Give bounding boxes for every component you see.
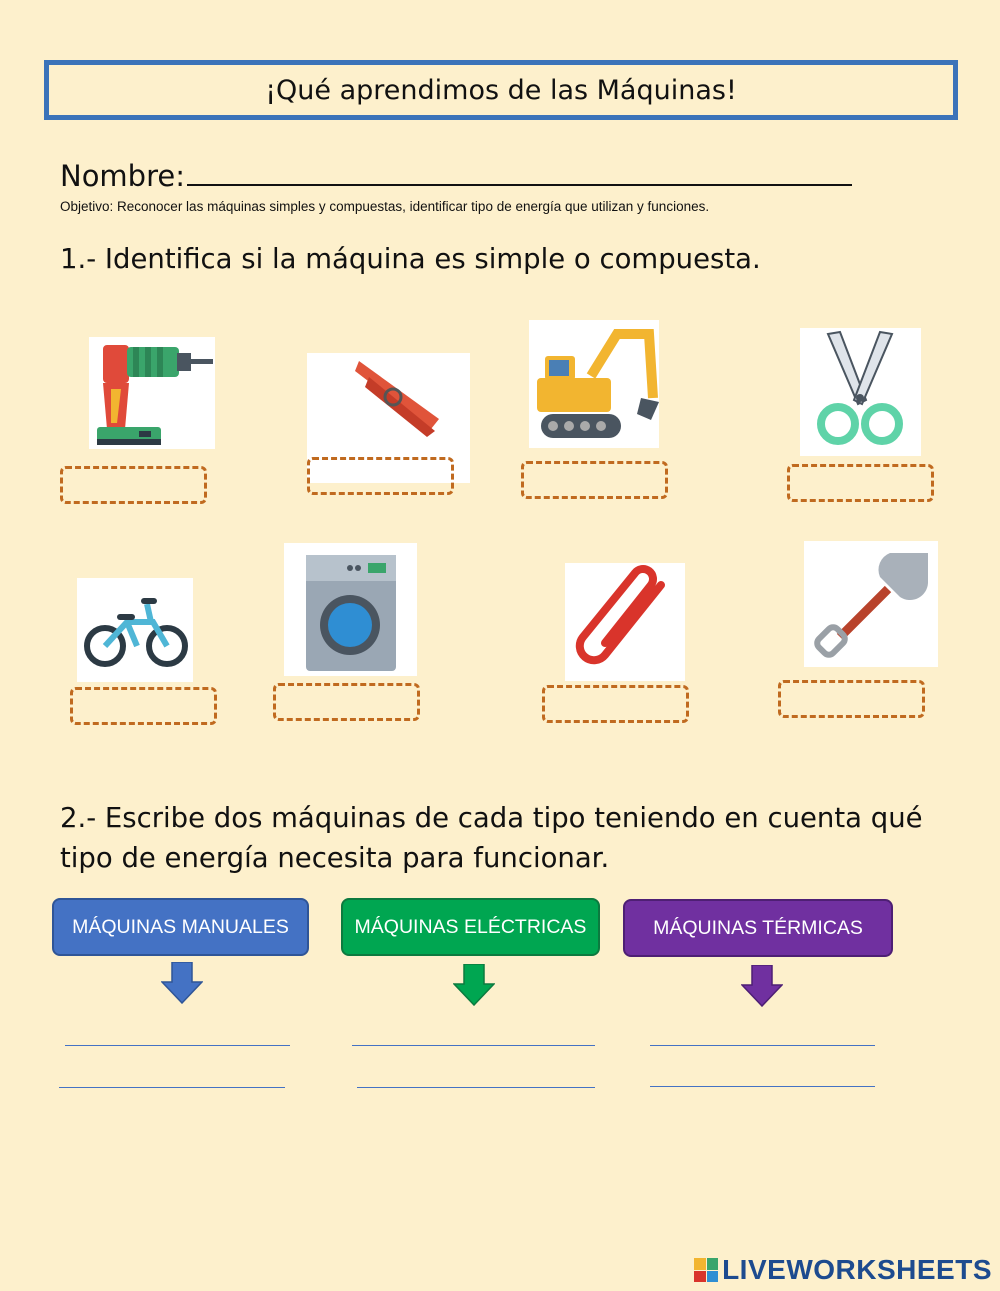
arrow-down-icon xyxy=(453,964,495,1006)
drill-icon xyxy=(89,337,215,449)
answer-line-manuales-2[interactable] xyxy=(59,1087,285,1088)
answer-line-termicas-1[interactable] xyxy=(650,1045,875,1046)
answer-line-electricas-1[interactable] xyxy=(352,1045,595,1046)
question-2-line-1: 2.- Escribe dos máquinas de cada tipo teniendo en cuenta qué xyxy=(60,802,923,834)
category-manuales xyxy=(52,898,309,956)
answer-box-scissors[interactable] xyxy=(787,464,934,502)
question-2 xyxy=(60,798,940,878)
answer-line-termicas-2[interactable] xyxy=(650,1086,875,1087)
name-row xyxy=(60,156,852,193)
name-label: Nombre: xyxy=(60,159,185,193)
answer-box-clothespin[interactable] xyxy=(307,457,454,495)
category-electricas xyxy=(341,898,600,956)
bicycle-icon xyxy=(77,578,193,682)
answer-box-paperclip[interactable] xyxy=(542,685,689,723)
answer-box-drill[interactable] xyxy=(60,466,207,504)
excavator-icon xyxy=(529,320,659,448)
worksheet-title xyxy=(44,60,958,120)
answer-box-bicycle[interactable] xyxy=(70,687,217,725)
shovel-icon xyxy=(804,541,938,667)
arrow-down-icon xyxy=(741,965,783,1007)
name-input-line[interactable] xyxy=(187,156,852,186)
paperclip-icon xyxy=(565,563,685,681)
answer-box-excavator[interactable] xyxy=(521,461,668,499)
objective-text: Objetivo: Reconocer las máquinas simples y compuestas, identificar tipo de energía que utilizan y funciones. xyxy=(60,199,710,214)
liveworksheets-logo xyxy=(694,1254,992,1286)
answer-line-electricas-2[interactable] xyxy=(357,1087,595,1088)
question-1: 1.- Identifica si la máquina es simple o compuesta. xyxy=(60,243,761,275)
question-2-line-2: tipo de energía necesita para funcionar. xyxy=(60,842,610,874)
category-termicas xyxy=(623,899,893,957)
arrow-down-icon xyxy=(161,962,203,1004)
liveworksheets-mark-icon xyxy=(694,1258,718,1282)
category-manuales-label: MÁQUINAS MANUALES xyxy=(72,915,289,938)
answer-box-washing-machine[interactable] xyxy=(273,683,420,721)
scissors-icon xyxy=(800,328,921,456)
logo-text: LIVEWORKSHEETS xyxy=(722,1254,992,1285)
washing-machine-icon xyxy=(284,543,417,676)
title-text: ¡Qué aprendimos de las Máquinas! xyxy=(265,74,737,106)
category-termicas-label: MÁQUINAS TÉRMICAS xyxy=(653,916,863,939)
category-electricas-label: MÁQUINAS ELÉCTRICAS xyxy=(354,915,587,938)
answer-box-shovel[interactable] xyxy=(778,680,925,718)
answer-line-manuales-1[interactable] xyxy=(65,1045,290,1046)
